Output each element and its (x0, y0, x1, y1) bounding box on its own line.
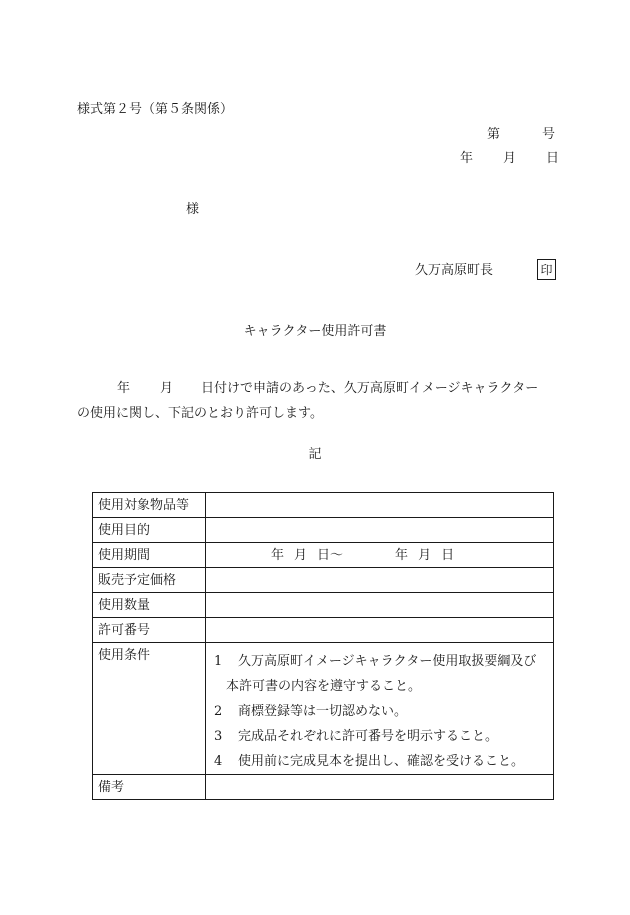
condition-number: 4 (214, 754, 223, 769)
condition-item (214, 724, 548, 749)
table-row (93, 618, 554, 643)
row-label: 使用数量 (93, 593, 206, 618)
table-row (93, 568, 554, 593)
table-row (93, 643, 554, 775)
row-value (206, 568, 554, 593)
period-day-from: 日～ (317, 547, 344, 563)
row-label: 許可番号 (93, 618, 206, 643)
table-row (93, 543, 554, 568)
body-year: 年 (117, 381, 131, 396)
permit-table (92, 492, 554, 800)
condition-number: 3 (214, 729, 223, 744)
condition-item (214, 699, 548, 724)
period-month-2: 月 (418, 547, 432, 563)
row-value (206, 618, 554, 643)
row-value (206, 518, 554, 543)
condition-number: 1 (214, 654, 223, 669)
issue-number (487, 128, 555, 141)
usage-period-value (206, 543, 554, 568)
row-label: 使用対象物品等 (93, 493, 206, 518)
conditions-label: 使用条件 (93, 643, 206, 775)
condition-text: 久万高原町イメージキャラクター使用取扱要綱及び (238, 654, 537, 669)
row-value (206, 593, 554, 618)
table-row (93, 518, 554, 543)
body-line1: 日付けで申請のあった、久万高原町イメージキャラクター (201, 381, 539, 396)
period-month: 月 (294, 547, 308, 563)
body-month: 月 (160, 381, 174, 396)
date-day: 日 (546, 151, 560, 166)
table-row (93, 493, 554, 518)
ki-heading: 記 (308, 447, 322, 462)
conditions-list (206, 643, 554, 775)
form-number-label: 様式第２号（第５条関係） (77, 102, 234, 117)
row-label: 使用期間 (93, 543, 206, 568)
issue-date (460, 152, 559, 165)
addressee-honorific: 様 (186, 202, 200, 217)
condition-text: 完成品それぞれに許可番号を明示すること。 (238, 729, 499, 744)
row-label: 使用目的 (93, 518, 206, 543)
issue-number-prefix: 第 (487, 127, 501, 142)
condition-text: 商標登録等は一切認めない。 (238, 704, 408, 719)
date-year: 年 (460, 151, 474, 166)
document-title: キャラクター使用許可書 (243, 324, 387, 339)
body-line2: の使用に関し、下記のとおり許可します。 (77, 406, 323, 421)
remarks-label: 備考 (93, 775, 206, 800)
seal-mark: 印 (537, 259, 556, 280)
remarks-value (206, 775, 554, 800)
condition-continuation: 本許可書の内容を遵守すること。 (226, 679, 422, 694)
condition-item (214, 649, 548, 674)
issue-number-suffix: 号 (542, 127, 556, 142)
row-value (206, 493, 554, 518)
period-year: 年 (271, 547, 285, 563)
period-day-2: 日 (441, 547, 455, 563)
row-label: 販売予定価格 (93, 568, 206, 593)
issuer-name: 久万高原町長 (415, 263, 494, 278)
period-year-2: 年 (395, 547, 409, 563)
condition-item (214, 749, 548, 774)
condition-text: 使用前に完成見本を提出し、確認を受けること。 (238, 754, 525, 769)
table-row (93, 593, 554, 618)
table-row (93, 775, 554, 800)
condition-number: 2 (214, 704, 223, 719)
date-month: 月 (503, 151, 517, 166)
body-paragraph (77, 376, 557, 426)
